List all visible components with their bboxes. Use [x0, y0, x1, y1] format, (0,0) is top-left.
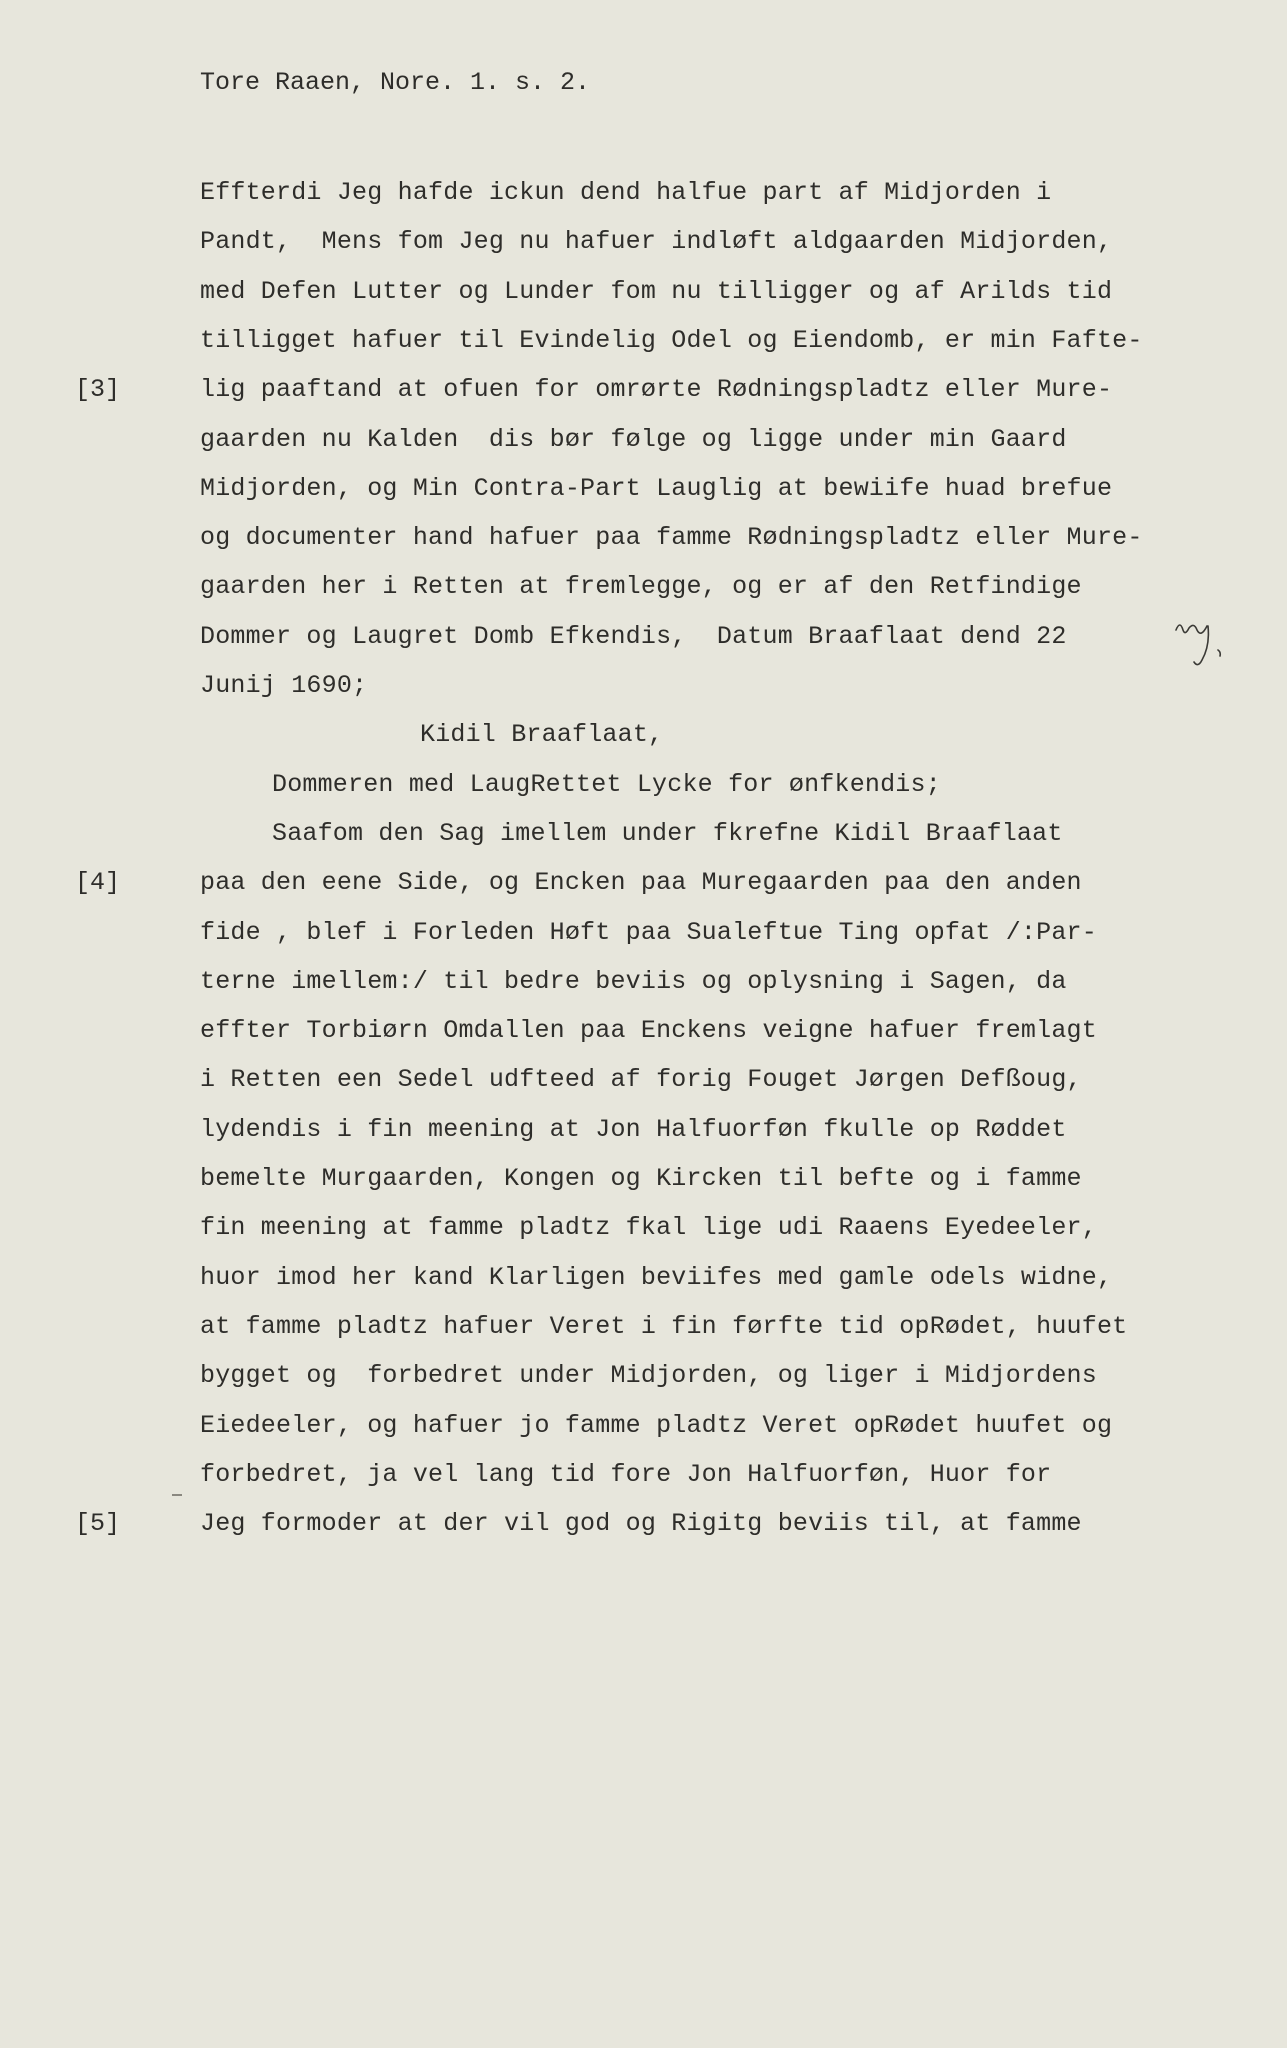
text-line: Eiedeeler, og hafuer jo famme pladtz Veret opRødet huufet og — [200, 1410, 1113, 1440]
text-line: Effterdi Jeg hafde ickun dend halfue part af Midjorden i — [200, 178, 1052, 207]
paragraph-marker: [3] — [75, 375, 121, 405]
margin-dash — [172, 1494, 182, 1496]
text-line: Dommeren med LaugRettet Lycke for ønfkendis; — [272, 769, 941, 799]
text-line: huor imod her kand Klarligen beviifes med gamle odels widne, — [200, 1262, 1113, 1292]
text-line: Junij 1690; — [200, 671, 368, 700]
paragraph-marker: [4] — [75, 868, 121, 898]
text-line: med Defen Lutter og Lunder fom nu tilligger og af Arilds tid — [200, 276, 1113, 306]
text-line: gaarden her i Retten at fremlegge, og er af den Retfindige — [200, 572, 1082, 602]
text-line: paa den eene Side, og Encken paa Muregaarden paa den anden — [200, 868, 1082, 898]
text-line: Saafom den Sag imellem under fkrefne Kidil Braaflaat — [272, 818, 1063, 848]
margin-handwritten-note — [1172, 612, 1232, 682]
text-line: Jeg formoder at der vil god og Rigitg beviis til, at famme — [200, 1509, 1082, 1539]
text-line: Midjorden, og Min Contra-Part Lauglig at bewiife huad brefue — [200, 473, 1113, 503]
text-line: terne imellem:/ til bedre beviis og oplysning i Sagen, da — [200, 966, 1067, 996]
text-line: i Retten een Sedel udfteed af forig Fouget Jørgen Defßoug, — [200, 1065, 1082, 1095]
text-line: Dommer og Laugret Domb Efkendis, Datum Braaflaat dend 22 — [200, 621, 1067, 651]
text-line: og documenter hand hafuer paa famme Rødningspladtz eller Mure- — [200, 523, 1143, 553]
text-line: fin meening at famme pladtz fkal lige udi Raaens Eyedeeler, — [200, 1213, 1097, 1243]
text-line: gaarden nu Kalden dis bør følge og ligge under min Gaard — [200, 424, 1067, 454]
paragraph-marker: [5] — [75, 1509, 121, 1539]
text-line: Kidil Braaflaat, — [420, 720, 664, 750]
page-header: Tore Raaen, Nore. 1. s. 2. — [200, 68, 591, 97]
text-line: fide , blef i Forleden Høft paa Sualeftue Ting opfat /:Par- — [200, 917, 1097, 947]
text-line: at famme pladtz hafuer Veret i fin førfte tid opRødet, huufet — [200, 1311, 1128, 1341]
text-line: Pandt, Mens fom Jeg nu hafuer indløft aldgaarden Midjorden, — [200, 227, 1113, 257]
text-line: forbedret, ja vel lang tid fore Jon Halfuorføn, Huor for — [200, 1459, 1052, 1489]
text-line: bemelte Murgaarden, Kongen og Kircken til befte og i famme — [200, 1164, 1082, 1193]
text-line: lydendis i fin meening at Jon Halfuorføn fkulle op Røddet — [200, 1114, 1067, 1144]
text-line: effter Torbiørn Omdallen paa Enckens veigne hafuer fremlagt — [200, 1016, 1097, 1046]
text-line: lig paaftand at ofuen for omrørte Rødningspladtz eller Mure- — [200, 375, 1113, 405]
text-line: bygget og forbedret under Midjorden, og liger i Midjordens — [200, 1361, 1097, 1391]
text-line: tilligget hafuer til Evindelig Odel og Eiendomb, er min Fafte- — [200, 325, 1143, 355]
